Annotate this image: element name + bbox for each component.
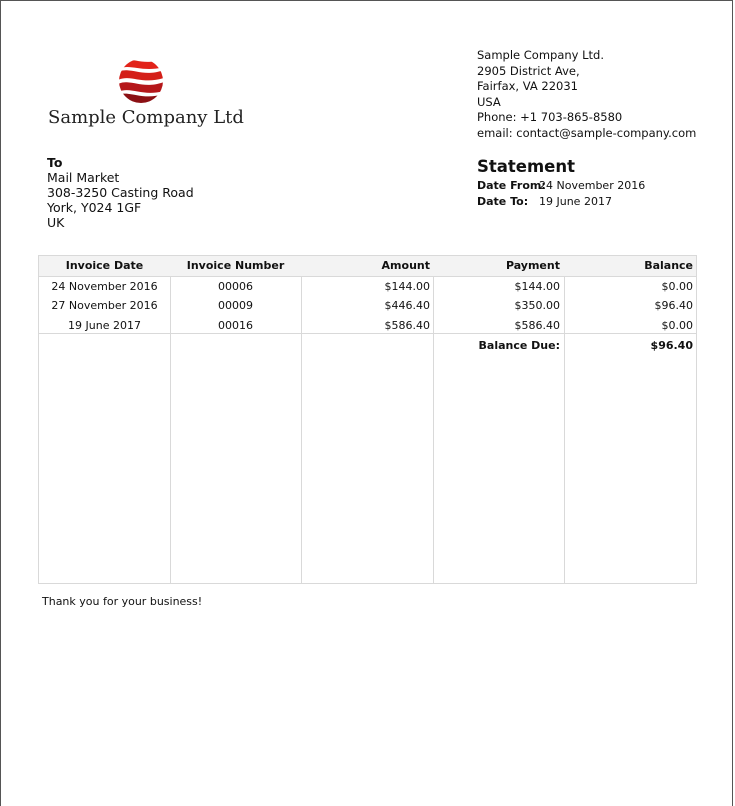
header-invoice-number: Invoice Number (186, 259, 285, 272)
cell-invoice-date: 24 November 2016 (51, 280, 158, 293)
header-payment: Payment (505, 259, 560, 272)
date-to-row (477, 194, 645, 210)
cell-invoice-date: 19 June 2017 (68, 319, 141, 332)
header-amount: Amount (381, 259, 430, 272)
address-line: Fairfax, VA 22031 (477, 79, 578, 93)
company-logo-icon (118, 57, 164, 105)
balance-due-value: $96.40 (650, 339, 693, 352)
cell-amount: $586.40 (384, 319, 430, 332)
company-address (477, 48, 696, 141)
recipient-line: Mail Market (47, 170, 120, 185)
table-header (39, 256, 696, 277)
cell-balance: $0.00 (661, 319, 693, 332)
company-phone: Phone: +1 703-865-8580 (477, 110, 623, 124)
cell-payment: $350.00 (514, 299, 560, 312)
cell-invoice-number: 00009 (218, 299, 253, 312)
company-name: Sample Company Ltd (48, 107, 244, 128)
statement-title: Statement (477, 157, 576, 176)
cell-invoice-date: 27 November 2016 (51, 299, 158, 312)
address-line: Sample Company Ltd. (477, 48, 605, 62)
cell-amount: $446.40 (384, 299, 430, 312)
thank-you-note: Thank you for your business! (42, 595, 203, 608)
date-from-value: 24 November 2016 (539, 179, 646, 192)
date-from-row (477, 178, 645, 194)
company-email: email: contact@sample-company.com (477, 125, 697, 140)
to-label: To (47, 155, 63, 170)
statement-info (477, 157, 645, 210)
cell-payment: $586.40 (514, 319, 560, 332)
cell-invoice-number: 00006 (218, 280, 253, 293)
date-from-label: Date From: (477, 179, 546, 192)
header-balance: Balance (644, 259, 693, 272)
date-to-value: 19 June 2017 (539, 195, 612, 208)
address-line: USA (477, 94, 501, 109)
recipient-line: UK (47, 215, 65, 230)
cell-payment: $144.00 (514, 280, 560, 293)
cell-balance: $0.00 (661, 280, 693, 293)
rows-divider (39, 333, 696, 334)
statement-table (38, 255, 697, 584)
recipient-line: 308-3250 Casting Road (47, 185, 194, 200)
date-to-label: Date To: (477, 195, 529, 208)
cell-amount: $144.00 (384, 280, 430, 293)
header-invoice-date: Invoice Date (65, 259, 144, 272)
address-line: 2905 District Ave, (477, 63, 580, 78)
cell-balance: $96.40 (654, 299, 693, 312)
balance-due-label: Balance Due: (478, 339, 560, 352)
recipient-block (47, 155, 194, 230)
cell-invoice-number: 00016 (218, 319, 253, 332)
recipient-line: York, Y024 1GF (47, 200, 142, 215)
